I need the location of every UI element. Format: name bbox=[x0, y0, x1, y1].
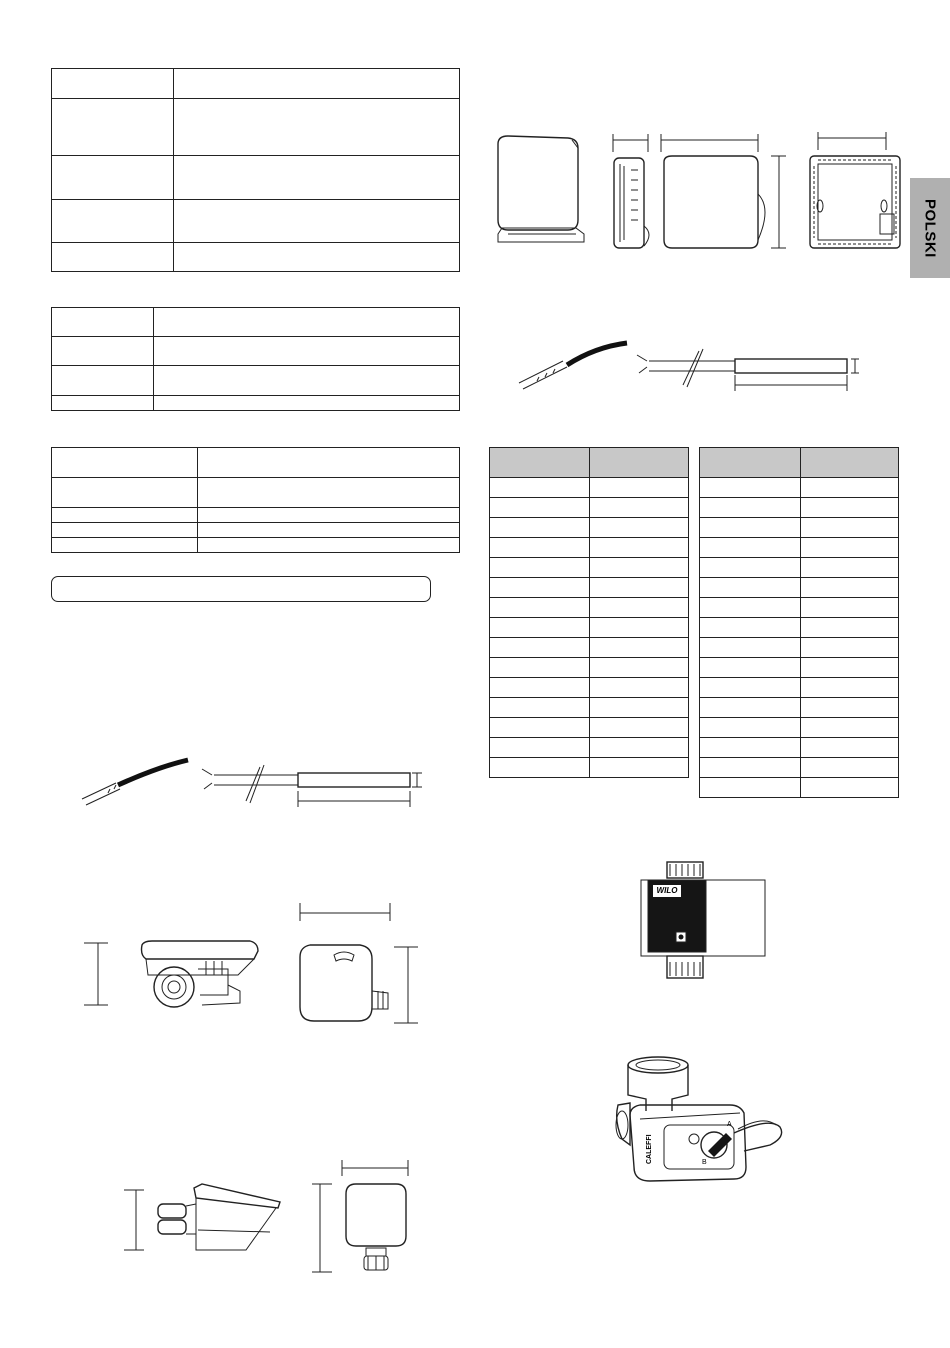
spec-table-1 bbox=[51, 68, 460, 272]
spec-table-2 bbox=[51, 307, 460, 411]
zone-valve-drawing bbox=[610, 1055, 800, 1190]
table-row bbox=[700, 778, 899, 798]
table-row bbox=[700, 578, 899, 598]
outdoor-sensor-front-view bbox=[312, 1160, 408, 1272]
outdoor-sensor-side-view bbox=[124, 1184, 280, 1250]
table-row bbox=[490, 498, 689, 518]
resistance-table-right bbox=[699, 447, 899, 798]
outdoor-sensor-drawing bbox=[120, 1160, 420, 1280]
table-row bbox=[700, 758, 899, 778]
table-row bbox=[490, 478, 689, 498]
table-row bbox=[700, 498, 899, 518]
table-row bbox=[700, 718, 899, 738]
table-row bbox=[52, 243, 460, 272]
table-row bbox=[52, 396, 460, 411]
valve-mark-a: A bbox=[727, 1121, 732, 1128]
table-row bbox=[490, 538, 689, 558]
table-row bbox=[700, 638, 899, 658]
table-row bbox=[52, 308, 460, 337]
table-row bbox=[52, 523, 460, 538]
table-row bbox=[700, 738, 899, 758]
table-row bbox=[490, 658, 689, 678]
table-row bbox=[52, 478, 460, 508]
table-row bbox=[700, 518, 899, 538]
thermostat-back-view bbox=[810, 132, 900, 248]
table-row bbox=[490, 598, 689, 618]
table-row bbox=[700, 658, 899, 678]
room-thermostat-drawing bbox=[488, 130, 908, 255]
pump-brand-label: WILO bbox=[653, 885, 681, 897]
table-row bbox=[700, 698, 899, 718]
table-row bbox=[490, 738, 689, 758]
contact-sensor-side-view bbox=[84, 941, 258, 1007]
thermostat-perspective-view bbox=[498, 136, 584, 242]
language-tab-polski[interactable] bbox=[910, 178, 950, 278]
spec-table-3 bbox=[51, 447, 460, 553]
table-row bbox=[490, 518, 689, 538]
thermostat-side-view bbox=[613, 134, 649, 248]
table-row bbox=[700, 538, 899, 558]
table-row bbox=[490, 758, 689, 778]
valve-mark-b: B bbox=[702, 1159, 707, 1166]
table-row bbox=[490, 578, 689, 598]
table-row bbox=[490, 718, 689, 738]
table-row bbox=[52, 508, 460, 523]
table-row bbox=[490, 678, 689, 698]
table-row bbox=[52, 448, 460, 478]
table-row bbox=[490, 698, 689, 718]
probe-sensor-drawing-left bbox=[78, 755, 428, 810]
table-row bbox=[52, 200, 460, 243]
table-header-row bbox=[700, 448, 899, 478]
table-row bbox=[52, 156, 460, 200]
table-row bbox=[490, 558, 689, 578]
table-row bbox=[52, 337, 460, 366]
contact-sensor-top-view bbox=[300, 903, 418, 1023]
table-row bbox=[700, 618, 899, 638]
section-heading-box bbox=[51, 576, 431, 602]
language-tab-label: POLSKI bbox=[921, 198, 939, 258]
table-row bbox=[490, 638, 689, 658]
table-row bbox=[700, 678, 899, 698]
valve-brand-label: CALEFFI bbox=[646, 1134, 653, 1164]
table-row bbox=[52, 99, 460, 156]
table-header-row bbox=[490, 448, 689, 478]
table-row bbox=[52, 538, 460, 553]
contact-sensor-drawing bbox=[78, 895, 428, 1030]
table-row bbox=[490, 618, 689, 638]
probe-sensor-drawing-right bbox=[515, 335, 865, 395]
circulation-pump-drawing bbox=[640, 858, 770, 983]
table-row bbox=[700, 478, 899, 498]
table-row bbox=[700, 598, 899, 618]
resistance-table-left bbox=[489, 447, 689, 778]
table-row bbox=[52, 69, 460, 99]
table-row bbox=[52, 366, 460, 396]
thermostat-front-view bbox=[661, 134, 786, 248]
table-row bbox=[700, 558, 899, 578]
